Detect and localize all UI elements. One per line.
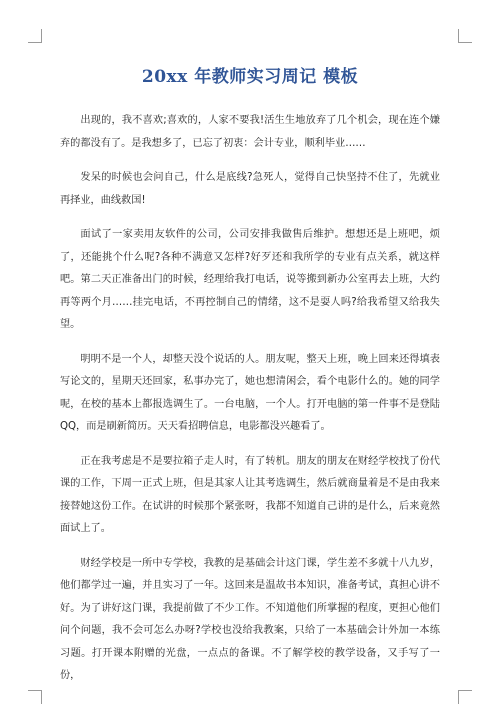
paragraph: 发呆的时候也会问自己，什么是底线?急死人，觉得自己快坚持不住了，先就业再择业，曲线救国!	[60, 172, 440, 206]
crop-mark-bottom-left-v	[41, 690, 42, 704]
paragraph: 出现的，我不喜欢;喜欢的，人家不要我!活生生地放弃了几个机会，现在连个嫌弃的都没有了。是我想多了，已忘了初衷：会计专业，顺利毕业……	[60, 115, 440, 149]
paragraph: 正在我考虑是不是要拉箱子走人时，有了转机。朋友的朋友在财经学校找了份代课的工作，下周一正式上班，但是其家人让其考选调生，然后就商量着是不是由我来接替她这份工作。在试讲的时候那个紧张呀，我都不知道自己讲的是什么，后来竟然面试上了。	[60, 455, 440, 534]
paragraph: 明明不是一个人，却整天没个说话的人。朋友呢，整天上班，晚上回来还得填表写论文的，星期天还回家，私事办完了，她也想清闲会，看个电影什么的。她的同学呢，在校的基本上都报选调生了。一台电脑，一个人。打开电脑的第一件事不是登陆QQ，而是刷新简历。天天看招聘信息，电影都没兴趣看了。	[60, 353, 440, 432]
crop-mark-top-right-v	[458, 29, 459, 43]
crop-mark-top-left-h	[28, 42, 42, 43]
document-title: 20xx 年教师实习周记 模板	[141, 67, 359, 87]
crop-mark-bottom-left-h	[28, 690, 42, 691]
crop-mark-bottom-right-h	[458, 690, 472, 691]
crop-mark-top-left-v	[41, 29, 42, 43]
crop-mark-top-right-h	[458, 42, 472, 43]
document-body	[60, 110, 440, 700]
paragraph: 财经学校是一所中专学校，我教的是基础会计这门课，学生差不多就十八九岁，他们都学过一遍，并且实习了一年。这回来是温故书本知识，准备考试，真担心讲不好。为了讲好这门课，我提前做了不少工作。不知道他们所掌握的程度，更担心他们问个问题，我不会可怎么办呀?学校也没给我教案，只给了一本基础会计外加一本练习题。打开课本附赠的光盘，一点点的备课。不了解学校的教学设备，又手写了一份，	[60, 557, 440, 681]
crop-mark-bottom-right-v	[458, 690, 459, 704]
paragraph: 面试了一家卖用友软件的公司，公司安排我做售后维护。想想还是上班吧，烦了，还能挑个什么呢?各种不满意又怎样?好歹还和我所学的专业有点关系，就这样吧。第二天正准备出门的时候，经理给我打电话，说等搬到新办公室再去上班，大约再等两个月……挂完电话，不再控制自己的情绪，这不是耍人吗?给我希望又给我失望。	[60, 229, 440, 330]
